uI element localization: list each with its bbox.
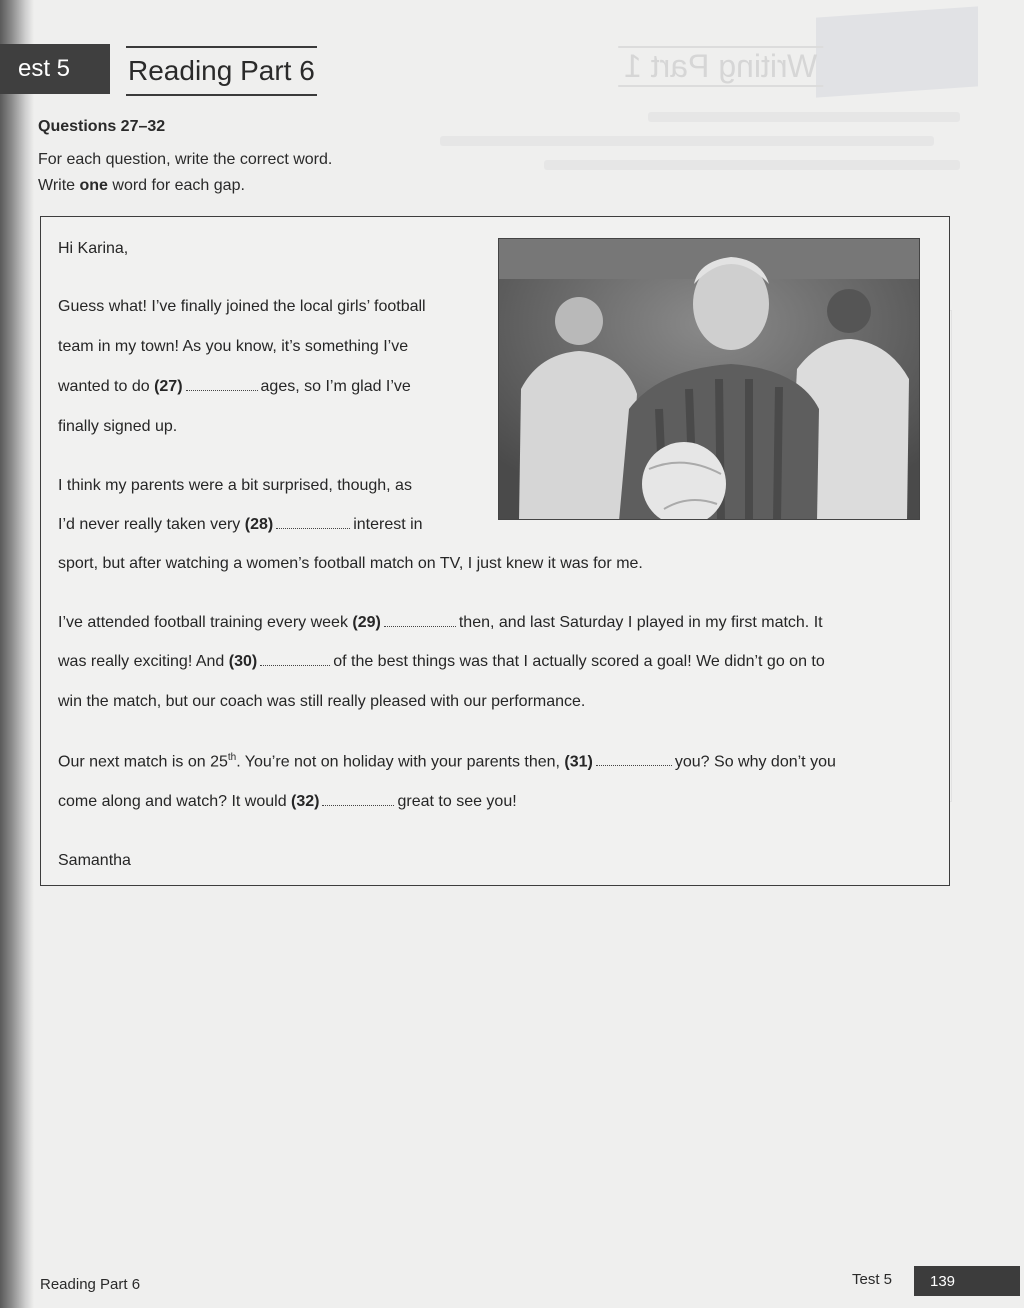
letter-line: sport, but after watching a women’s football match on TV, I just knew it was for me. bbox=[58, 555, 643, 572]
letter-line: Guess what! I’ve finally joined the local girls’ football bbox=[58, 298, 426, 315]
letter-greeting: Hi Karina, bbox=[58, 240, 129, 257]
letter-line: finally signed up. bbox=[58, 418, 178, 435]
gap-32[interactable] bbox=[322, 793, 394, 806]
page-title: Reading Part 6 bbox=[126, 46, 317, 96]
letter-line bbox=[58, 793, 517, 811]
letter-text: you? So why don’t you bbox=[674, 753, 836, 771]
instruction-2-bold: one bbox=[79, 177, 108, 194]
letter-line bbox=[58, 752, 836, 771]
question-number-32: (32) bbox=[291, 793, 320, 810]
instruction-2-prefix: Write bbox=[38, 177, 80, 194]
question-number-30: (30) bbox=[228, 653, 258, 670]
question-number-28: (28) bbox=[244, 516, 274, 533]
instruction-1: For each question, write the correct word. bbox=[38, 151, 333, 168]
letter-text: interest in bbox=[353, 516, 423, 533]
questions-range: Questions 27–32 bbox=[38, 118, 166, 135]
letter-text: then, and last Saturday I played in my first match. It bbox=[458, 614, 823, 631]
letter-text: I’d never really taken very bbox=[58, 516, 245, 533]
gap-29[interactable] bbox=[384, 614, 456, 627]
date-suffix: th bbox=[227, 752, 237, 763]
letter-line bbox=[58, 614, 823, 632]
footer-section-label: Reading Part 6 bbox=[40, 1276, 141, 1293]
book-spine-shadow bbox=[0, 0, 34, 1308]
letter-line: team in my town! As you know, it’s something I’ve bbox=[58, 338, 409, 355]
gap-30[interactable] bbox=[260, 653, 330, 666]
gap-28[interactable] bbox=[276, 516, 350, 529]
letter-text: great to see you! bbox=[397, 793, 517, 810]
letter-line: I think my parents were a bit surprised, though, as bbox=[58, 477, 412, 494]
footer-test-label: Test 5 bbox=[852, 1271, 893, 1288]
letter-line bbox=[58, 516, 423, 534]
instruction-2-suffix: word for each gap. bbox=[107, 177, 245, 194]
letter-text: wanted to do bbox=[58, 378, 155, 395]
ghost-title: Writing Part 1 bbox=[618, 46, 823, 87]
letter-text: Our next match is on 25 bbox=[58, 753, 228, 771]
gap-31[interactable] bbox=[596, 753, 672, 766]
instruction-2 bbox=[38, 177, 245, 195]
page-number-text: 139 bbox=[930, 1272, 956, 1290]
question-number-27: (27) bbox=[154, 378, 183, 395]
letter-line bbox=[58, 378, 411, 396]
letter-text: was really exciting! And bbox=[58, 653, 229, 670]
test-tab-label: est 5 bbox=[18, 55, 71, 82]
test-tab bbox=[0, 44, 110, 94]
ghost-text-lines bbox=[440, 112, 960, 184]
football-photo bbox=[498, 238, 920, 520]
letter-text: I’ve attended football training every week bbox=[58, 614, 353, 631]
question-number-31: (31) bbox=[564, 753, 593, 771]
page-number bbox=[914, 1266, 1020, 1296]
football-players-image bbox=[499, 239, 920, 520]
letter-line bbox=[58, 653, 825, 671]
letter-line: win the match, but our coach was still really pleased with our performance. bbox=[58, 693, 586, 710]
ghost-tab bbox=[816, 6, 978, 97]
letter-text: . You’re not on holiday with your parents then, bbox=[236, 753, 565, 771]
gap-27[interactable] bbox=[186, 378, 258, 391]
letter-text: of the best things was that I actually scored a goal! We didn’t go on to bbox=[333, 653, 825, 670]
question-number-29: (29) bbox=[352, 614, 381, 631]
letter-signature: Samantha bbox=[58, 852, 131, 869]
letter-text: come along and watch? It would bbox=[58, 793, 292, 810]
letter-text: ages, so I’m glad I’ve bbox=[260, 378, 411, 395]
